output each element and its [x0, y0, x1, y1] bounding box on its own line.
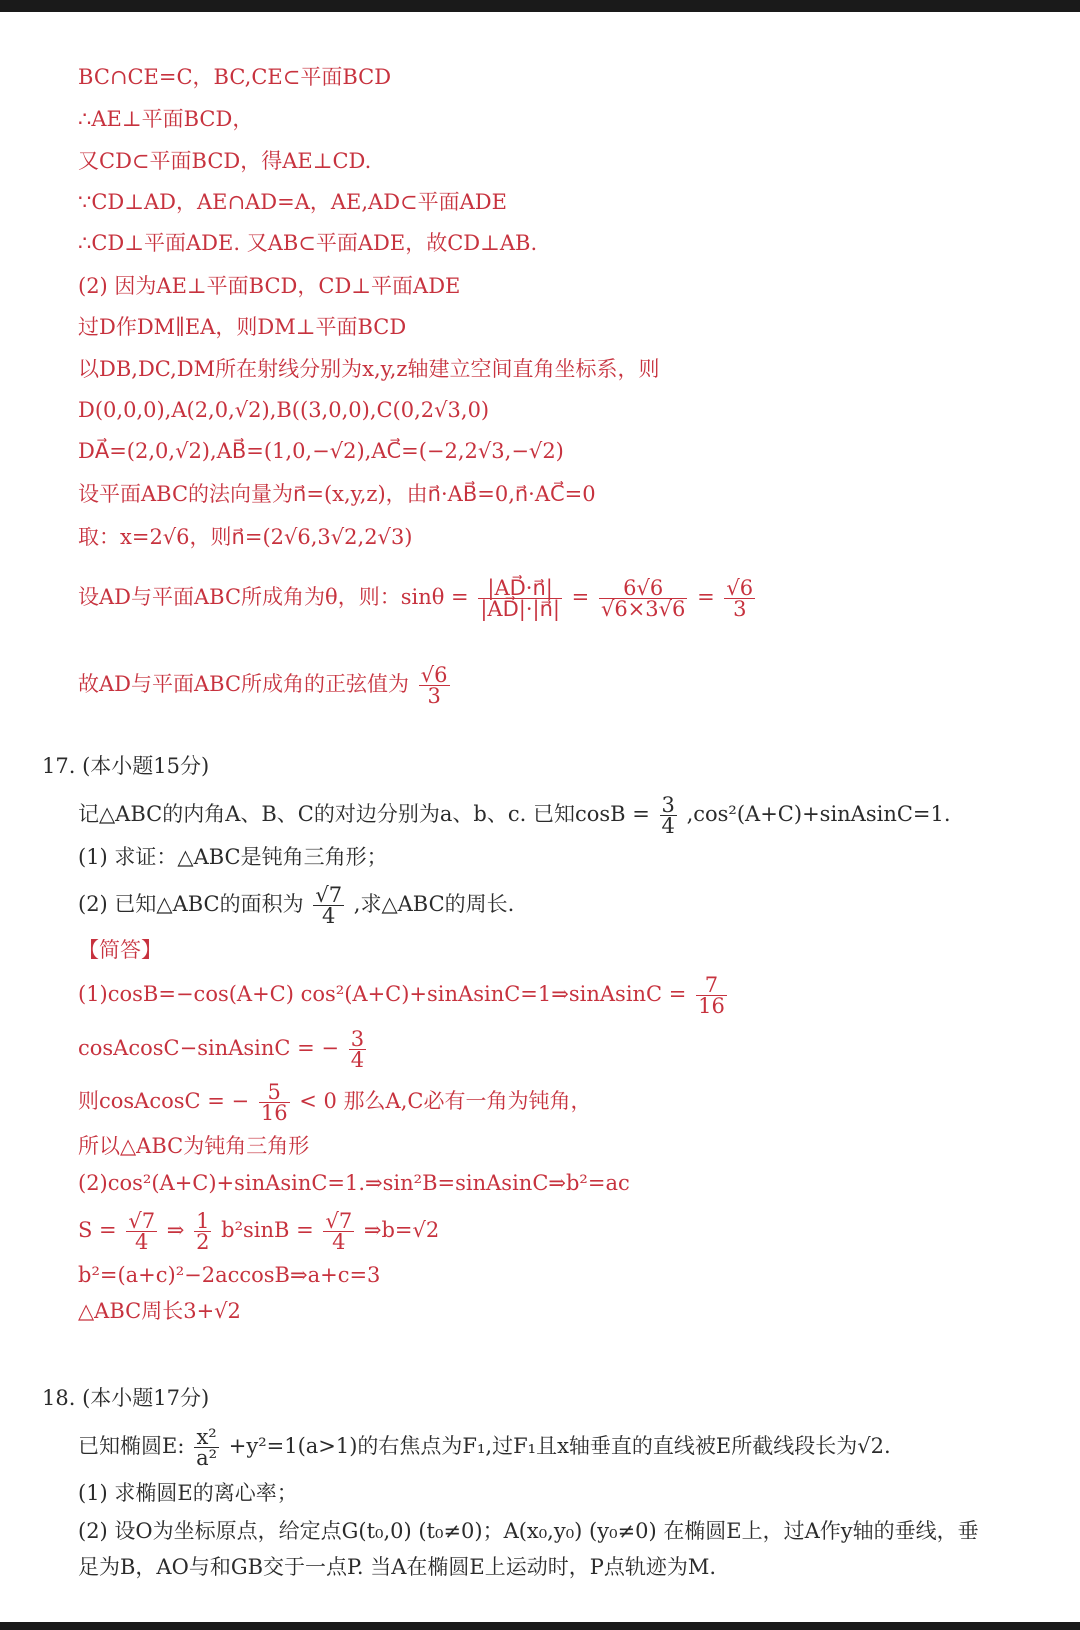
proof-line-8: 以DB,DC,DM所在射线分别为x,y,z轴建立空间直角坐标系，则: [78, 357, 660, 381]
proof-line-14-text: 故AD与平面ABC所成角的正弦值为: [78, 672, 410, 696]
fraction: [660, 795, 677, 836]
fraction: [126, 1211, 157, 1252]
q17-part-2-text-2: ,求△ABC的周长.: [353, 892, 515, 916]
denominator: 4: [322, 904, 336, 928]
q17-answer-8: △ABC周长3+√2: [78, 1299, 241, 1323]
answer-text-3: ⇒b=√2: [363, 1218, 440, 1242]
q18-part-2-continued: 足为B，AO与和GB交于一点P. 当A在椭圆E上运动时，P点轨迹为M.: [78, 1555, 717, 1579]
proof-line-14: [78, 660, 453, 708]
proof-line-10: DA⃗=(2,0,√2),AB⃗=(1,0,−√2),AC⃗=(−2,2√3,−√2): [78, 439, 564, 463]
proof-line-2: ∴AE⊥平面BCD，: [78, 107, 254, 131]
q17-heading: 17. (本小题15分): [42, 754, 210, 778]
answer-text: (1)cosB=−cos(A+C) cos²(A+C)+sinAsinC=1⇒sinAsinC =: [78, 982, 687, 1006]
numerator: √7: [128, 1209, 156, 1233]
fraction: [349, 1029, 366, 1070]
q17-answer-4: 所以△ABC为钝角三角形: [78, 1134, 310, 1158]
numerator: 6√6: [599, 578, 687, 599]
fraction: [194, 1427, 219, 1468]
denominator: a²: [196, 1446, 218, 1470]
q18-part-2: (2) 设O为坐标原点，给定点G(t₀,0) (t₀≠0)；A(x₀,y₀) (y₀≠0) 在椭圆E上，过A作y轴的垂线，垂: [78, 1519, 979, 1543]
q17-part-2: [78, 880, 514, 928]
numerator: 3: [661, 793, 675, 817]
denominator: √6×3√6: [600, 597, 686, 621]
q17-answer-5: (2)cos²(A+C)+sinAsinC=1.⇒sin²B=sinAsinC⇒b²=ac: [78, 1171, 630, 1195]
answer-text-2: b²sinB =: [221, 1218, 314, 1242]
fraction: [323, 1211, 354, 1252]
proof-line-1: BC∩CE=C，BC,CE⊂平面BCD: [78, 65, 392, 89]
proof-line-4: ∵CD⊥AD，AE∩AD=A，AE,AD⊂平面ADE: [78, 190, 507, 214]
denominator: 4: [135, 1230, 149, 1254]
q18-heading: 18. (本小题17分): [42, 1386, 210, 1410]
denominator: 2: [196, 1230, 210, 1254]
fraction: [194, 1211, 211, 1252]
q17-statement-text: 记△ABC的内角A、B、C的对边分别为a、b、c. 已知cosB =: [78, 802, 650, 826]
answer-text-2: < 0 那么A,C必有一角为钝角，: [299, 1089, 592, 1113]
fraction: [696, 975, 727, 1016]
numerator: x²: [194, 1427, 219, 1448]
numerator: 3: [350, 1027, 365, 1051]
fraction: [259, 1082, 290, 1123]
answer-text: 则cosAcosC = −: [78, 1089, 250, 1113]
implies-arrow: ⇒: [166, 1218, 185, 1242]
top-bar: [0, 0, 1080, 12]
q17-answer-3: [78, 1077, 591, 1125]
numerator: 1: [196, 1209, 210, 1233]
q17-statement: [78, 790, 951, 838]
q17-part-1: (1) 求证：△ABC是钝角三角形；: [78, 845, 388, 869]
fraction-1: [478, 578, 562, 619]
denominator: 4: [661, 814, 675, 838]
q17-answer-1: [78, 970, 730, 1018]
q17-answer-2: [78, 1024, 369, 1072]
numerator: √7: [325, 1209, 353, 1233]
q18-part-1: (1) 求椭圆E的离心率；: [78, 1481, 298, 1505]
numerator: 7: [696, 975, 727, 996]
q17-part-2-text: (2) 已知△ABC的面积为: [78, 892, 304, 916]
answer-tag: 【简答】: [78, 938, 162, 962]
q17-answer-7: b²=(a+c)²−2accosB⇒a+c=3: [78, 1263, 381, 1287]
q18-statement: [78, 1422, 891, 1470]
proof-line-5: ∴CD⊥平面ADE. 又AB⊂平面ADE，故CD⊥AB.: [78, 231, 538, 255]
proof-line-11: 设平面ABC的法向量为n⃗=(x,y,z)，由n⃗·AB⃗=0,n⃗·AC⃗=0: [78, 482, 596, 506]
proof-line-3: 又CD⊂平面BCD，得AE⊥CD.: [78, 149, 372, 173]
proof-line-6: (2) 因为AE⊥平面BCD，CD⊥平面ADE: [78, 274, 461, 298]
denominator: 3: [427, 684, 441, 708]
fraction-3: [724, 578, 755, 619]
proof-line-13: [78, 568, 758, 626]
numerator: √7: [315, 883, 343, 907]
q17-statement-text-2: ,cos²(A+C)+sinAsinC=1.: [686, 802, 951, 826]
q18-statement-text: 已知椭圆E:: [78, 1434, 185, 1458]
bottom-bar: [0, 1622, 1080, 1630]
fraction: [313, 885, 344, 926]
fraction-answer: [419, 665, 450, 706]
proof-line-7: 过D作DM∥EA，则DM⊥平面BCD: [78, 315, 407, 339]
numerator: 5: [259, 1082, 290, 1103]
numerator: √6: [420, 663, 448, 687]
denominator: 4: [350, 1048, 365, 1072]
equals-sign: =: [697, 585, 715, 609]
denominator: 3: [733, 597, 747, 621]
proof-line-12: 取：x=2√6，则n⃗=(2√6,3√2,2√3): [78, 525, 413, 549]
denominator: 4: [332, 1230, 346, 1254]
fraction-2: [599, 578, 687, 619]
denominator: 16: [698, 994, 725, 1018]
q17-answer-6: [78, 1206, 439, 1254]
q18-statement-text-2: +y²=1(a>1)的右焦点为F₁,过F₁且x轴垂直的直线被E所截线段长为√2.: [228, 1434, 891, 1458]
proof-line-9: D(0,0,0),A(2,0,√2),B((3,0,0),C(0,2√3,0): [78, 398, 490, 422]
proof-line-13-text: 设AD与平面ABC所成角为θ，则：sinθ =: [78, 585, 469, 609]
denominator: |AD⃗|·|n⃗|: [480, 597, 560, 621]
answer-text: cosAcosC−sinAsinC = −: [78, 1036, 340, 1060]
equals-sign: =: [571, 585, 590, 609]
numerator: √6: [726, 576, 754, 600]
denominator: 16: [260, 1101, 288, 1125]
answer-text: S =: [78, 1218, 117, 1242]
numerator: |AD⃗·n⃗|: [478, 578, 562, 599]
